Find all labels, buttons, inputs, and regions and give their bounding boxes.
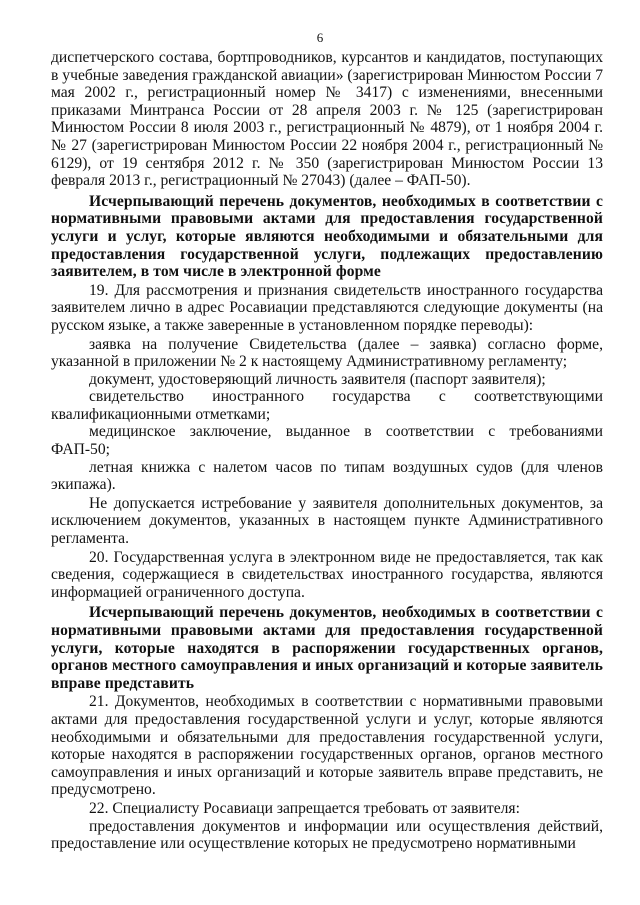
section-heading-documents-held-by-agencies: Исчерпывающий перечень документов, необходимых в соответствии с нормативными правовыми актами для предоставления государственной услуги, которые находятся в распоряжении государственных органов, органов местного самоуправления и иных организаций и которые заявитель вправе представить: [51, 604, 603, 692]
document-body: [51, 49, 603, 853]
paragraph-continuation: диспетчерского состава, бортпроводников, курсантов и кандидатов, поступающих в учебные заведения гражданской авиации» (зарегистрирован Минюстом России 7 мая 2002 г., регистрационный номер № 3417) с изменениями, внесенными приказами Минтранса России от 28 апреля 2003 г. № 125 (зарегистрирован Минюстом России 8 июля 2003 г., регистрационный № 4879), от 1 ноября 2004 г. № 27 (зарегистрирован Минюстом России 22 ноября 2004 г., регистрационный № 6129), от 19 сентября 2012 г. № 350 (зарегистрирован Минюстом России 13 февраля 2013 г., регистрационный № 27043) (далее – ФАП-50).: [51, 49, 603, 190]
paragraph-20: 20. Государственная услуга в электронном виде не предоставляется, так как сведения, содержащиеся в свидетельствах иностранного государства, являются информацией ограниченного доступа.: [51, 548, 603, 601]
list-item-medical-conclusion: медицинское заключение, выданное в соответствии с требованиями ФАП-50;: [51, 423, 603, 459]
paragraph-no-extra-documents: Не допускается истребование у заявителя дополнительных документов, за исключением документов, указанных в настоящем пункте Административного регламента.: [51, 494, 603, 548]
paragraph-22: 22. Специалисту Росавиаци запрещается требовать от заявителя:: [89, 799, 520, 817]
paragraph-22-item: предоставления документов и информации или осуществления действий, предоставление или осуществление которых не предусмотрено нормативными: [51, 817, 603, 853]
list-item-flight-logbook: летная книжка с налетом часов по типам воздушных судов (для членов экипажа).: [51, 458, 603, 494]
list-item-application: заявка на получение Свидетельства (далее – заявка) согласно форме, указанной в приложении № 2 к настоящему Административному регламенту;: [51, 335, 603, 371]
list-item-foreign-certificate: свидетельство иностранного государства с соответствующими квалификационными отметками;: [51, 388, 603, 423]
page-number: 6: [316, 30, 324, 45]
section-heading-required-documents: Исчерпывающий перечень документов, необходимых в соответствии с нормативными правовыми актами для предоставления государственной услуги и услуг, которые являются необходимыми и обязательными для предоставления государственной услуги, подлежащих предоставлению заявителем, в том числе в электронной форме: [51, 192, 603, 281]
list-item-identity-document: документ, удостоверяющий личность заявителя (паспорт заявителя);: [89, 370, 546, 388]
paragraph-19: 19. Для рассмотрения и признания свидетельств иностранного государства заявителем лично в адрес Росавиации представляются следующие документы (на русском языке, а также заверенные в установленном порядке переводы):: [51, 281, 603, 334]
paragraph-21: 21. Документов, необходимых в соответствии с нормативными правовыми актами для предоставления государственной услуги и услуг, которые являются необходимыми и обязательными для предоставления государственной услуги, которые находятся в распоряжении государственных органов, органов местного самоуправления и иных организаций и которые заявитель вправе представить, не предусмотрено.: [51, 693, 603, 799]
